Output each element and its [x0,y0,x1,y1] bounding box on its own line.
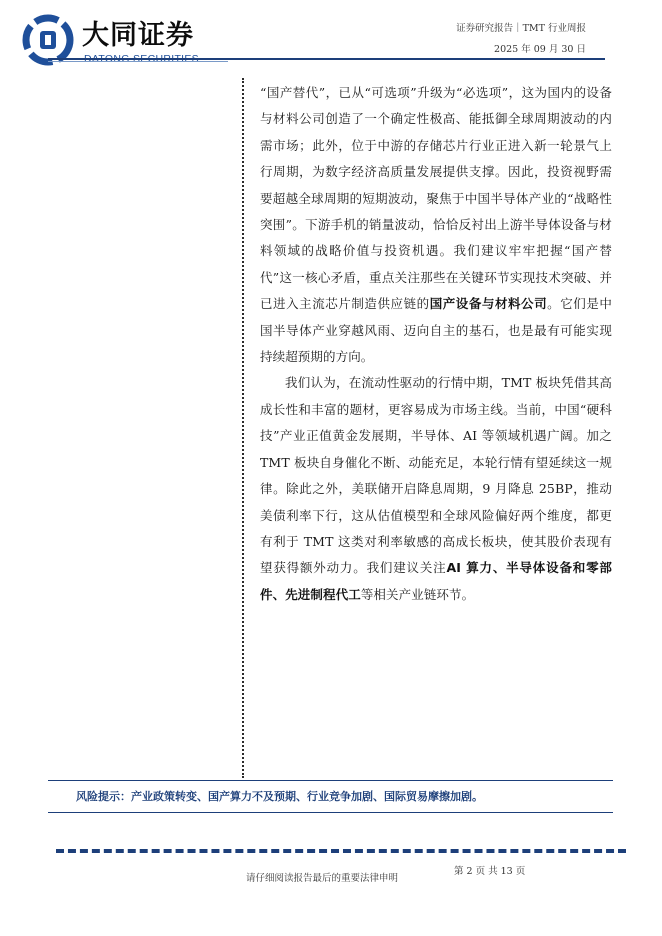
highlight-focus-sectors: AI 算力、半导体设备和零部件、先进制程代工 [260,560,613,602]
header-divider [48,58,605,60]
paragraph-tmt-outlook [260,370,612,608]
paragraph-domestic-substitution [260,80,612,370]
paragraph-text: 我们认为，在流动性驱动的行情中期，TMT 板块凭借其高成长性和丰富的题材，更容易成为市场主线。当前，中国“硬科技”产业正值黄金发展期，半导体、AI 等领域机遇广阔。加之 TMT 板块自身催化不断、动能充足，本轮行情有望延续这一规律。除此之外，美联储开启降息周期，9 月降息 25BP，推动美债利率下行，这从估值模型和全球风险偏好两个维度，都更有利于 TMT 这类对利率敏感的高成长板块，使其股价表现有望获得额外动力。我们建议关注 [260,375,612,576]
highlight-domestic-equipment: 国产设备与材料公司 [429,296,548,312]
paragraph-text: “国产替代”，已从“可选项”升级为“必选项”，这为国内的设备与材料公司创造了一个确定性极高、能抵御全球周期波动的内需市场；此外，位于中游的存储芯片行业正进入新一轮景气上行周期，为数字经济高质量发展提供支撑。因此，投资视野需要超越全球周期的短期波动，聚焦于中国半导体产业的“战略性突围”。下游手机的销量波动，恰恰反衬出上游半导体设备与材料领域的战略价值与投资机遇。我们建议牢牢把握“国产替代”这一核心矛盾，重点关注那些在关键环节实现技术突破、并已进入主流芯片制造供应链的 [260,85,612,312]
footer-divider [56,849,626,853]
risk-note: 风险提示：产业政策转变、国产算力不及预期、行业竞争加剧、国际贸易摩擦加剧。 [76,790,483,803]
logo-english: DATONG SECURITIES [84,53,199,65]
body-text [260,80,612,608]
page-number: 第 2 页 共 13 页 [454,866,526,877]
column-divider [242,78,244,778]
logo-name: 大同证券 [82,20,194,51]
report-type: 证券研究报告｜TMT 行业周报 [456,23,586,34]
paragraph-text: 。它们是中国半导体产业穿越风雨、迈向自主的基石，也是最有可能实现持续超预期的方向。 [260,296,612,365]
paragraph-text: 等相关产业链环节。 [360,586,475,602]
risk-top-rule [48,780,613,781]
header-sub-divider [48,61,228,62]
report-date: 2025 年 09 月 30 日 [494,44,586,55]
risk-bottom-rule [48,812,613,813]
footer-disclaimer: 请仔细阅读报告最后的重要法律申明 [246,873,399,884]
